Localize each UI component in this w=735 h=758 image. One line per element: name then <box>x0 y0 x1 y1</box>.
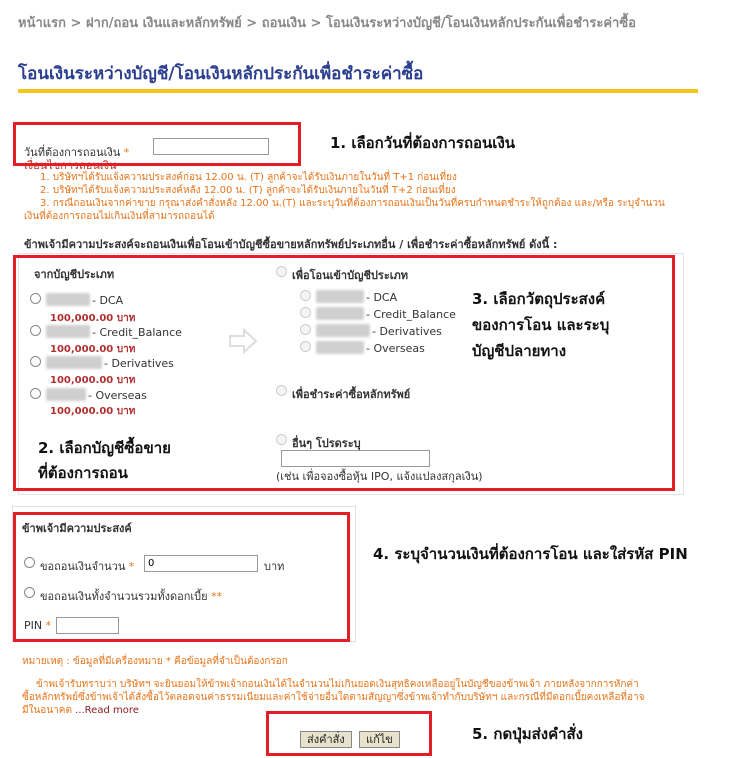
annotation-step1: 1. เลือกวันที่ต้องการถอนเงิน <box>330 134 516 152</box>
condition-note-3: 3. กรณีถอนเงินจากค่าขาย กรุณาส่งคำสั่งหลัง 12.00 น.(T) และระบุวันที่ต้องการถอนเงินเป็นวันที่ครบกำหนดชำระให้ถูกต้อง และ/หรือ ระบุจำนวน <box>40 198 665 209</box>
condition-note-3-cont: เงินที่ต้องการถอนไม่เกินเงินที่สามารถถอนได้ <box>24 211 215 222</box>
to-account-type-credit: - Credit_Balance <box>366 308 456 321</box>
other-purpose-label: อื่นๆ โปรดระบุ <box>292 437 361 450</box>
remark-text: หมายเหตุ : ข้อมูลที่มีเครื่องหมาย * คือข้อมูลที่จำเป็นต้องกรอก <box>22 656 288 667</box>
breadcrumb-current: โอนเงินระหว่างบัญชี/โอนเงินหลักประกันเพื่อชำระค่าซื้อ <box>325 16 636 31</box>
amount-heading: ข้าพเจ้ามีความประสงค์ <box>22 522 132 535</box>
withdraw-amount-unit: บาท <box>264 560 285 573</box>
breadcrumb-home[interactable]: หน้าแรก <box>18 16 66 31</box>
other-purpose-hint: (เช่น เพื่อจองซื้อหุ้น IPO, แจ้งแปลงสกุลเงิน) <box>276 470 483 483</box>
disclaimer-line3: มีในอนาคต ...Read more <box>22 705 139 716</box>
read-more-link[interactable]: ...Read more <box>75 705 139 716</box>
intent-heading: ข้าพเจ้ามีความประสงค์จะถอนเงินเพื่อโอนเข้าบัญชีซื้อขายหลักทรัพย์ประเภทอื่น / เพื่อชำระค่าซื้อหลักทรัพย์ ดังนี้ : <box>24 238 558 251</box>
withdraw-all-label: ขอถอนเงินทั้งจำนวนรวมทั้งดอกเบี้ย ** <box>40 590 223 603</box>
annotation-step3-line2: ของการโอน และระบุ <box>472 316 610 334</box>
withdraw-date-label: วันที่ต้องการถอนเงิน * <box>24 146 130 159</box>
annotation-step3-line1: 3. เลือกวัตถุประสงค์ <box>472 290 606 308</box>
title-underline <box>18 89 698 93</box>
from-account-type-overseas: - Overseas <box>88 389 147 402</box>
highlight-date <box>13 122 301 166</box>
from-account-type-dca: - DCA <box>92 294 124 307</box>
annotation-step2-line1: 2. เลือกบัญชีซื้อขาย <box>38 439 171 457</box>
to-account-heading: เพื่อโอนเข้าบัญชีประเภท <box>292 269 408 282</box>
from-account-type-derivatives: - Derivatives <box>104 357 174 370</box>
annotation-step3-line3: บัญชีปลายทาง <box>472 342 567 360</box>
submit-button[interactable]: ส่งคำสั่ง <box>300 731 352 748</box>
from-account-balance-overseas: 100,000.00 บาท <box>50 406 136 417</box>
disclaimer-line2: ซื้อหลักทรัพย์ซึ่งข้าพเจ้าได้สั่งซื้อไว้ตลอดจนค่าธรรมเนียมและค่าใช้จ่ายอื่นใดตามสัญญาซึ่งข้าพเจ้าทำกับบริษัทฯ และกรณีที่มีดอกเบี้ยคงเหลือที่อาจ <box>22 692 645 703</box>
highlight-amount <box>13 512 350 642</box>
condition-note-2: 2. บริษัทฯได้รับแจ้งความประสงค์หลัง 12.00 น. (T) ลูกค้าจะได้รับเงินภายในวันที่ T+2 ก่อนเที่ยง <box>40 185 456 196</box>
annotation-step4: 4. ระบุจำนวนเงินที่ต้องการโอน และใส่รหัส PIN <box>373 545 688 563</box>
pay-securities-label: เพื่อชำระค่าซื้อหลักทรัพย์ <box>292 388 411 401</box>
from-account-type-credit: - Credit_Balance <box>92 326 182 339</box>
annotation-step2-line2: ที่ต้องการถอน <box>38 464 128 482</box>
to-account-type-dca: - DCA <box>366 291 398 304</box>
breadcrumb: หน้าแรก > ฝาก/ถอน เงินและหลักทรัพย์ > ถอนเงิน > โอนเงินระหว่างบัญชี/โอนเงินหลักประกันเพื่อชำระค่าซื้อ <box>18 16 636 31</box>
from-account-balance-dca: 100,000.00 บาท <box>50 313 136 324</box>
breadcrumb-withdraw[interactable]: ถอนเงิน <box>261 16 306 31</box>
highlight-buttons <box>266 711 432 756</box>
withdraw-conditions-link[interactable]: เงื่อนไขการถอนเงิน <box>24 159 117 172</box>
annotation-step5: 5. กดปุ่มส่งคำสั่ง <box>472 725 584 743</box>
from-account-balance-credit: 100,000.00 บาท <box>50 344 136 355</box>
pin-label: PIN * <box>24 619 52 632</box>
condition-note-1: 1. บริษัทฯได้รับแจ้งความประสงค์ก่อน 12.00 น. (T) ลูกค้าจะได้รับเงินภายในวันที่ T+1 ก่อนเที่ยง <box>40 172 457 183</box>
withdraw-amount-label: ขอถอนเงินจำนวน * <box>40 560 135 573</box>
reset-button[interactable]: แก้ไข <box>359 731 400 748</box>
page-title: โอนเงินระหว่างบัญชี/โอนเงินหลักประกันเพื่อชำระค่าซื้อ <box>18 64 424 84</box>
to-account-type-derivatives: - Derivatives <box>372 325 442 338</box>
breadcrumb-deposit-withdraw[interactable]: ฝาก/ถอน เงินและหลักทรัพย์ <box>85 16 242 31</box>
from-account-heading: จากบัญชีประเภท <box>34 268 115 281</box>
disclaimer-line1: ข้าพเจ้ารับทราบว่า บริษัทฯ จะยินยอมให้ข้าพเจ้าถอนเงินได้ในจำนวนไม่เกินยอดเงินสุทธิคงเหลืออยู่ในบัญชีของข้าพเจ้า ภายหลังจากการหักค่า <box>36 679 639 690</box>
to-account-type-overseas: - Overseas <box>366 342 425 355</box>
from-account-balance-derivatives: 100,000.00 บาท <box>50 375 136 386</box>
